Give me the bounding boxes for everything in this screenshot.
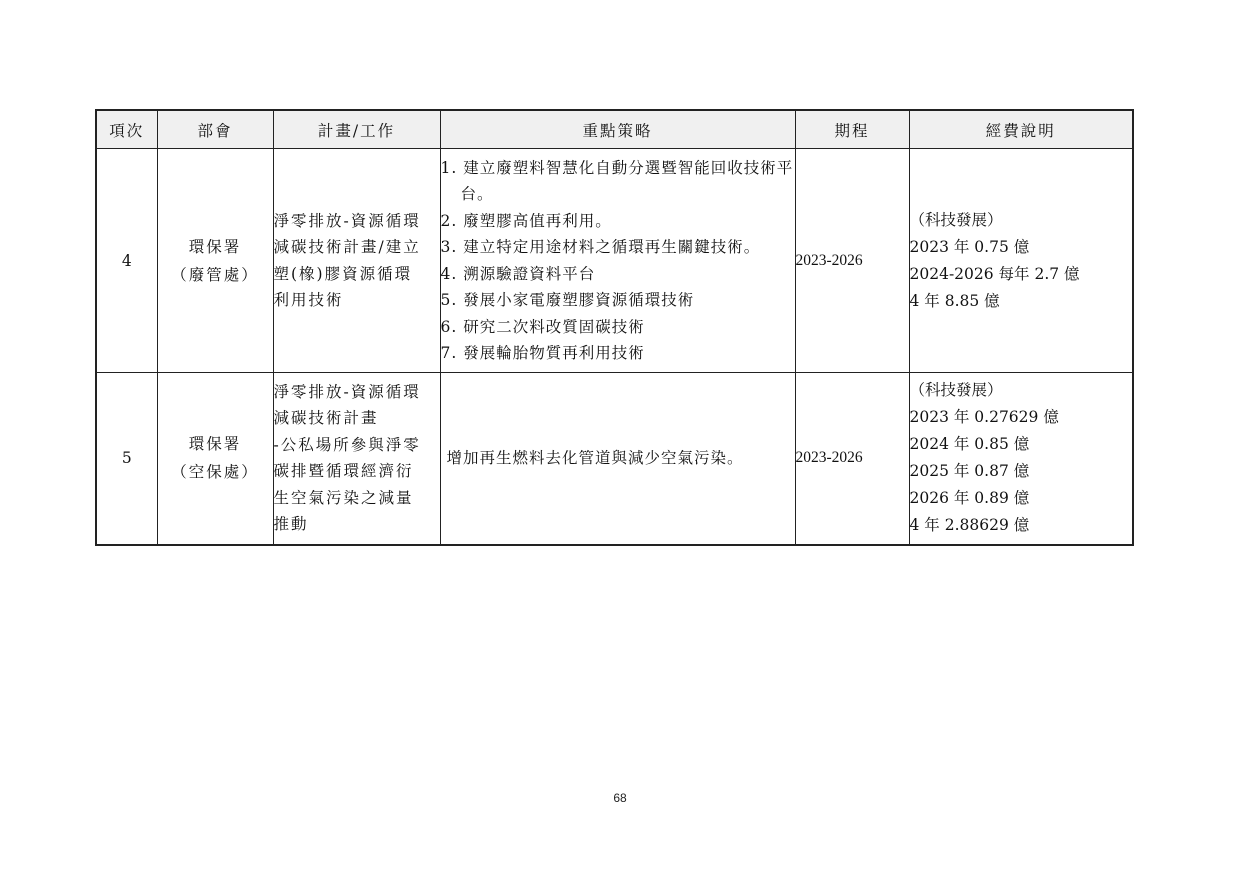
- header-key-strategies: 重點策略: [440, 110, 795, 149]
- department-cell: [157, 149, 273, 373]
- strategy-list: [441, 155, 795, 367]
- plan-line: 減碳技術計畫/建立: [273, 238, 421, 256]
- strategy-item: 增加再生燃料去化管道與減少空氣污染。: [446, 449, 744, 467]
- table-header-row: [96, 110, 1133, 149]
- plan-line: 塑(橡)膠資源循環: [273, 264, 413, 283]
- plan-line: 生空氣污染之減量: [273, 488, 414, 507]
- period-cell: 2023-2026: [795, 373, 909, 545]
- funding-line: 2023 年 0.27629 億: [909, 408, 1059, 427]
- strategy-item: 6. 研究二次料改質固碳技術: [440, 317, 645, 336]
- funding-line: 2024 年 0.85 億: [909, 435, 1030, 454]
- strategy-item: 5. 發展小家電廢塑膠資源循環技術: [440, 291, 695, 309]
- page-number: 68: [613, 791, 627, 805]
- department-line: （廢管處）: [171, 265, 259, 284]
- funding-line: （科技發展）: [909, 210, 1003, 229]
- plan-line: -公私場所參與淨零: [273, 435, 421, 454]
- strategy-item: 7. 發展輪胎物質再利用技術: [440, 344, 645, 362]
- plan-cell: [273, 373, 440, 545]
- item-number: 5: [96, 373, 157, 545]
- header-item-no: 項次: [96, 110, 157, 149]
- header-department: 部會: [157, 110, 273, 149]
- funding-line: 2023 年 0.75 億: [909, 237, 1030, 256]
- strategy-item: 1. 建立廢塑料智慧化自動分選暨智能回收技術平台。: [440, 158, 794, 203]
- table-row: [96, 149, 1133, 373]
- department-line: 環保署: [188, 435, 242, 454]
- header-period: 期程: [795, 110, 909, 149]
- funding-line: （科技發展）: [909, 381, 1003, 400]
- plan-line: 淨零排放-資源循環: [273, 382, 421, 401]
- header-plan: 計畫/工作: [273, 110, 440, 149]
- strategies-cell: [440, 373, 795, 545]
- funding-line: 2026 年 0.89 億: [909, 489, 1030, 508]
- strategy-item: 4. 溯源驗證資料平台: [440, 264, 596, 283]
- funding-line: 2025 年 0.87 億: [909, 462, 1030, 481]
- funding-line: 4 年 8.85 億: [909, 291, 1000, 310]
- department-line: （空保處）: [171, 463, 259, 482]
- table-row: [96, 373, 1133, 545]
- strategies-cell: [440, 149, 795, 373]
- plan-cell: [273, 149, 440, 373]
- funding-cell: [909, 149, 1133, 373]
- strategy-item: 3. 建立特定用途材料之循環再生關鍵技術。: [440, 238, 761, 256]
- header-funding: 經費說明: [909, 110, 1133, 149]
- funding-cell: [909, 373, 1133, 545]
- plan-line: 利用技術: [273, 291, 344, 309]
- plan-line: 碳排暨循環經濟衍: [273, 462, 414, 481]
- plan-line: 減碳技術計畫: [273, 409, 379, 428]
- department-cell: [157, 373, 273, 545]
- item-number: 4: [96, 149, 157, 373]
- funding-line: 2024-2026 每年 2.7 億: [909, 264, 1080, 283]
- budget-table: [95, 109, 1134, 546]
- period-cell: 2023-2026: [795, 149, 909, 373]
- strategy-item: 2. 廢塑膠高值再利用。: [440, 211, 612, 230]
- plan-line: 推動: [273, 515, 309, 534]
- department-line: 環保署: [188, 237, 242, 256]
- plan-line: 淨零排放-資源循環: [273, 211, 421, 230]
- funding-line: 4 年 2.88629 億: [909, 516, 1030, 535]
